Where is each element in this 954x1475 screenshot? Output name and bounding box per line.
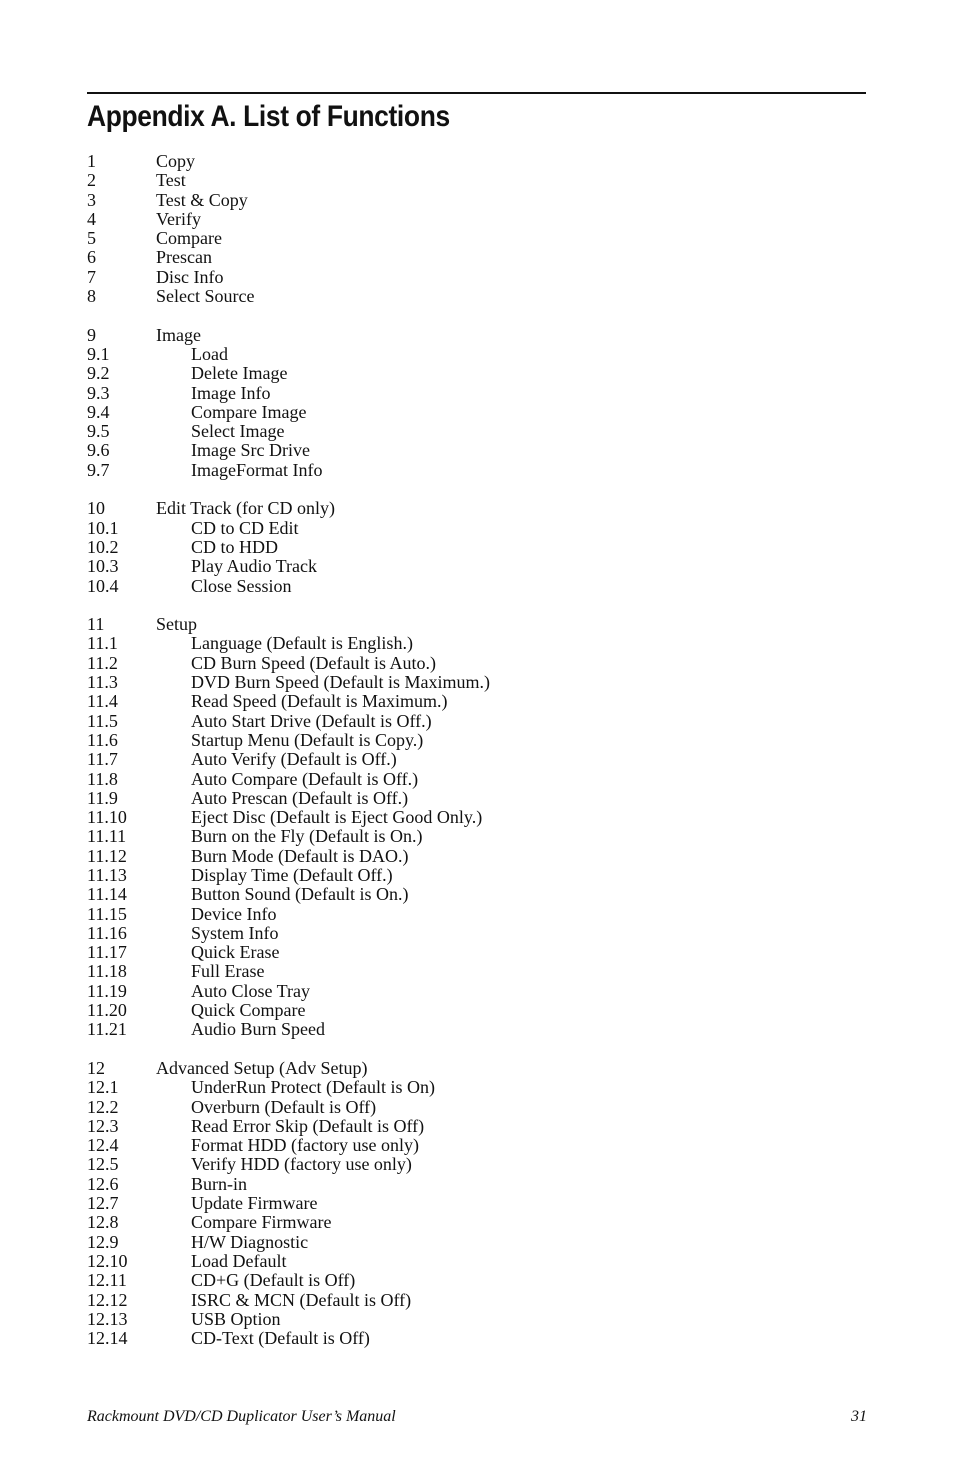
function-row: [87, 287, 867, 306]
function-label: CD+G (Default is Off): [191, 1270, 356, 1291]
function-number: 12.11: [87, 1270, 127, 1291]
function-number: 11.20: [87, 1000, 127, 1021]
function-number: 11.1: [87, 633, 118, 654]
function-label: Quick Erase: [191, 942, 280, 963]
function-label: DVD Burn Speed (Default is Maximum.): [191, 672, 490, 693]
function-label: Device Info: [191, 903, 277, 924]
function-label: CD Burn Speed (Default is Auto.): [191, 652, 436, 673]
function-number: 12.4: [87, 1135, 119, 1156]
function-number: 11.8: [87, 768, 118, 789]
function-number: 10.3: [87, 556, 119, 577]
function-label: Read Error Skip (Default is Off): [191, 1115, 425, 1136]
function-label: Read Speed (Default is Maximum.): [191, 691, 448, 712]
function-row: [87, 1155, 867, 1174]
function-label: Image Src Drive: [191, 440, 310, 461]
function-row: [87, 1213, 867, 1232]
function-number: 2: [87, 170, 96, 191]
function-row: [87, 557, 867, 576]
function-label: Select Source: [156, 286, 255, 307]
function-row: [87, 1020, 867, 1039]
function-number: 1: [87, 151, 96, 171]
function-number: 9.4: [87, 401, 110, 422]
function-row: [87, 924, 867, 943]
function-label: Auto Start Drive (Default is Off.): [191, 710, 432, 731]
function-row: [87, 1078, 867, 1097]
function-label: Verify HDD (factory use only): [191, 1154, 412, 1175]
function-label: Disc Info: [156, 266, 224, 287]
function-row: [87, 982, 867, 1001]
function-number: 8: [87, 286, 96, 307]
function-row: [87, 171, 867, 190]
function-row: [87, 461, 867, 480]
function-list: [87, 152, 867, 1348]
function-number: 6: [87, 247, 96, 268]
function-row: [87, 191, 867, 210]
function-row: [87, 441, 867, 460]
function-number: 3: [87, 189, 96, 210]
function-number: 9.3: [87, 382, 110, 403]
function-label: Test: [156, 170, 186, 191]
function-row: [87, 731, 867, 750]
function-label: Edit Track (for CD only): [156, 498, 335, 519]
function-number: 4: [87, 208, 96, 229]
page-footer: [87, 1407, 867, 1427]
function-label: Display Time (Default Off.): [191, 864, 393, 885]
function-number: 12.10: [87, 1250, 128, 1271]
function-label: Delete Image: [191, 363, 288, 384]
function-label: Language (Default is English.): [191, 633, 413, 654]
function-row: [87, 654, 867, 673]
function-number: 12.13: [87, 1308, 128, 1329]
function-number: 11.4: [87, 691, 118, 712]
function-number: 10.1: [87, 517, 119, 538]
function-row: [87, 866, 867, 885]
function-label: Burn on the Fly (Default is On.): [191, 826, 423, 847]
function-number: 12.12: [87, 1289, 128, 1310]
function-number: 11.15: [87, 903, 127, 924]
function-number: 12.3: [87, 1115, 119, 1136]
function-number: 11.21: [87, 1019, 127, 1040]
function-row: [87, 577, 867, 596]
function-row: [87, 885, 867, 904]
function-label: Burn Mode (Default is DAO.): [191, 845, 409, 866]
function-label: Prescan: [156, 247, 212, 268]
function-label: Overburn (Default is Off): [191, 1096, 377, 1117]
header-rule: [87, 92, 866, 94]
function-row: [87, 499, 867, 518]
function-row: [87, 962, 867, 981]
function-label: Verify: [156, 208, 201, 229]
function-label: CD to HDD: [191, 536, 279, 557]
function-label: Update Firmware: [191, 1193, 318, 1214]
function-number: 10.2: [87, 536, 119, 557]
function-number: 11.11: [87, 826, 127, 847]
function-number: 12.9: [87, 1231, 119, 1252]
function-number: 11.10: [87, 807, 127, 828]
function-number: 11.6: [87, 729, 118, 750]
function-number: 11: [87, 614, 105, 635]
function-row: [87, 422, 867, 441]
function-number: 12.7: [87, 1193, 119, 1214]
page-number: 31: [851, 1408, 867, 1425]
function-number: 11.16: [87, 922, 127, 943]
function-row: [87, 1001, 867, 1020]
function-number: 7: [87, 266, 96, 287]
function-row: [87, 229, 867, 248]
function-row: [87, 1136, 867, 1155]
function-row: [87, 750, 867, 769]
function-row: [87, 943, 867, 962]
function-number: 11.9: [87, 787, 118, 808]
function-row: [87, 1117, 867, 1136]
function-row: [87, 403, 867, 422]
function-label: Format HDD (factory use only): [191, 1135, 419, 1156]
function-row: [87, 770, 867, 789]
function-row: [87, 1233, 867, 1252]
function-number: 12.8: [87, 1212, 119, 1233]
function-row: [87, 210, 867, 229]
function-label: Image Info: [191, 382, 271, 403]
function-number: 10: [87, 498, 105, 519]
function-row: [87, 615, 867, 634]
function-number: 11.14: [87, 884, 127, 905]
function-row: [87, 384, 867, 403]
function-row: [87, 673, 867, 692]
function-row: [87, 248, 867, 267]
function-label: Load: [191, 343, 228, 364]
function-label: UnderRun Protect (Default is On): [191, 1077, 435, 1098]
function-row: [87, 905, 867, 924]
function-row: [87, 692, 867, 711]
function-label: Close Session: [191, 575, 292, 596]
function-number: 12.14: [87, 1328, 128, 1349]
page-title: Appendix A. List of Functions: [87, 100, 450, 133]
function-number: 12.2: [87, 1096, 119, 1117]
function-row: [87, 1291, 867, 1310]
function-row: [87, 519, 867, 538]
function-row: [87, 268, 867, 287]
function-number: 9: [87, 324, 96, 345]
function-row: [87, 345, 867, 364]
function-row: [87, 326, 867, 345]
function-label: Auto Prescan (Default is Off.): [191, 787, 409, 808]
function-number: 9.7: [87, 459, 110, 480]
function-label: Test & Copy: [156, 189, 248, 210]
function-label: Compare: [156, 228, 222, 249]
function-number: 11.7: [87, 749, 118, 770]
function-number: 11.18: [87, 961, 127, 982]
function-number: 5: [87, 228, 96, 249]
function-label: USB Option: [191, 1308, 281, 1329]
function-number: 12.6: [87, 1173, 119, 1194]
function-row: [87, 789, 867, 808]
function-row: [87, 1271, 867, 1290]
function-row: [87, 1175, 867, 1194]
function-label: Load Default: [191, 1250, 287, 1271]
function-number: 11.12: [87, 845, 127, 866]
function-label: Compare Firmware: [191, 1212, 332, 1233]
function-label: Play Audio Track: [191, 556, 318, 577]
function-number: 10.4: [87, 575, 119, 596]
function-label: Setup: [156, 614, 198, 635]
function-label: Select Image: [191, 421, 285, 442]
function-label: Audio Burn Speed: [191, 1019, 325, 1040]
function-label: System Info: [191, 922, 279, 943]
function-number: 11.17: [87, 942, 127, 963]
function-number: 11.19: [87, 980, 127, 1001]
function-number: 12.5: [87, 1154, 119, 1175]
function-label: Auto Close Tray: [191, 980, 311, 1001]
function-number: 12: [87, 1057, 105, 1078]
function-number: 9.6: [87, 440, 110, 461]
function-label: ImageFormat Info: [191, 459, 323, 480]
function-row: [87, 152, 867, 171]
function-label: Copy: [156, 151, 196, 171]
function-label: Quick Compare: [191, 1000, 306, 1021]
function-label: CD to CD Edit: [191, 517, 299, 538]
function-row: [87, 538, 867, 557]
function-label: Full Erase: [191, 961, 265, 982]
function-label: Eject Disc (Default is Eject Good Only.): [191, 807, 483, 828]
function-number: 11.2: [87, 652, 118, 673]
function-row: [87, 712, 867, 731]
function-row: [87, 364, 867, 383]
function-number: 11.13: [87, 864, 127, 885]
function-number: 9.2: [87, 363, 110, 384]
function-label: Auto Verify (Default is Off.): [191, 749, 397, 770]
manual-title: Rackmount DVD/CD Duplicator User’s Manual: [87, 1408, 396, 1425]
function-row: [87, 1252, 867, 1271]
function-row: [87, 1059, 867, 1078]
function-label: ISRC & MCN (Default is Off): [191, 1289, 412, 1310]
function-row: [87, 634, 867, 653]
function-number: 9.1: [87, 343, 110, 364]
function-number: 9.5: [87, 421, 110, 442]
function-row: [87, 1194, 867, 1213]
function-label: Button Sound (Default is On.): [191, 884, 409, 905]
function-row: [87, 827, 867, 846]
function-row: [87, 1329, 867, 1348]
function-number: 11.3: [87, 672, 118, 693]
function-row: [87, 1098, 867, 1117]
function-label: Startup Menu (Default is Copy.): [191, 729, 424, 750]
function-label: Burn-in: [191, 1173, 247, 1194]
function-label: Image: [156, 324, 201, 345]
function-row: [87, 808, 867, 827]
function-label: Compare Image: [191, 401, 307, 422]
function-label: Advanced Setup (Adv Setup): [156, 1057, 368, 1078]
function-label: CD-Text (Default is Off): [191, 1328, 370, 1349]
function-row: [87, 1310, 867, 1329]
function-row: [87, 847, 867, 866]
function-number: 12.1: [87, 1077, 119, 1098]
function-label: Auto Compare (Default is Off.): [191, 768, 419, 789]
function-label: H/W Diagnostic: [191, 1231, 309, 1252]
function-number: 11.5: [87, 710, 118, 731]
